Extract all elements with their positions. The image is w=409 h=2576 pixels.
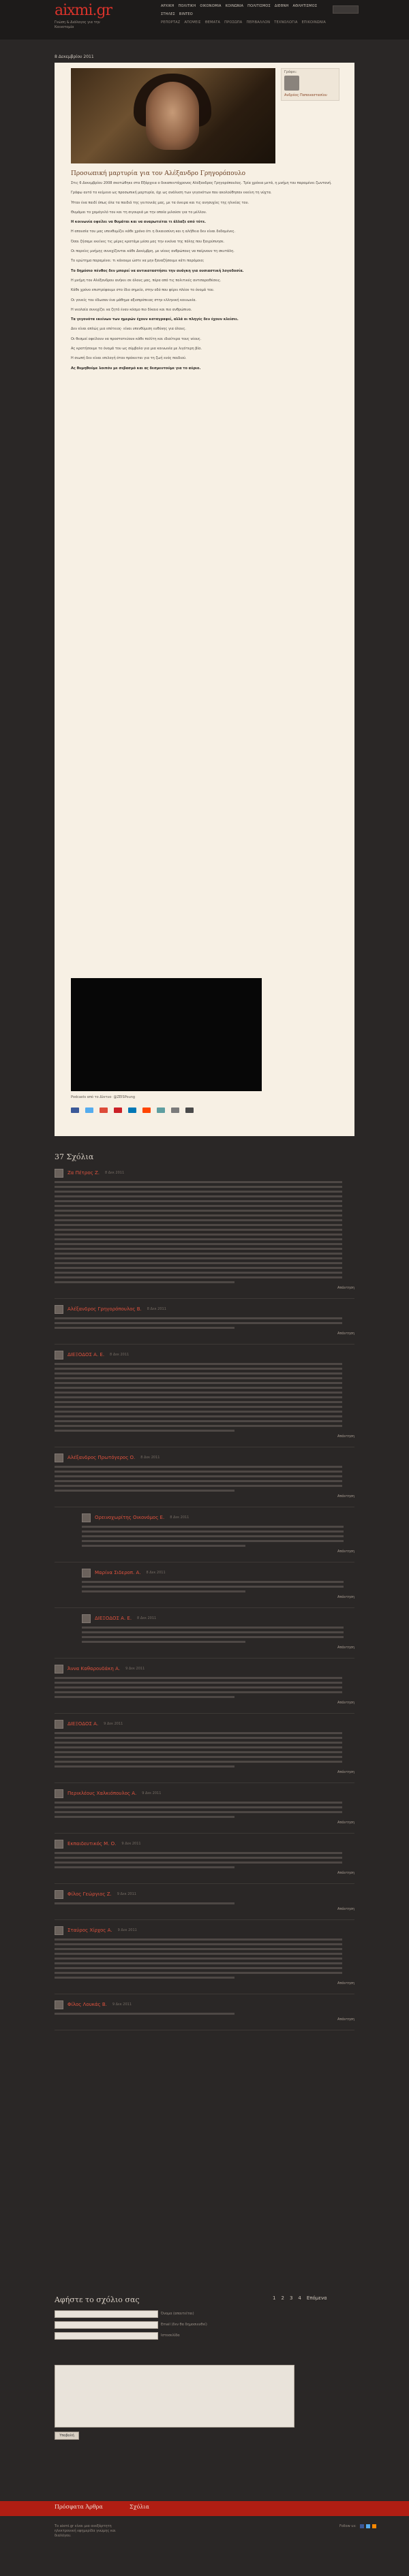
comment-body (55, 1677, 354, 1698)
reply-link[interactable]: Απάντηση (337, 1286, 354, 1290)
comment-avatar (82, 1513, 91, 1522)
comment (55, 1720, 354, 1774)
reply-link[interactable]: Απάντηση (337, 1332, 354, 1336)
hero-face (146, 82, 199, 150)
post-paragraph: Οι θεσμοί οφείλουν να προστατεύουν κάθε πολίτη και ιδιαίτερα τους νέους. (71, 336, 202, 341)
comment-date: 9 Δεκ 2011 (117, 1892, 136, 1896)
primary-nav (161, 4, 327, 16)
nav-item-5[interactable]: ΔΙΕΘΝΗ (274, 4, 289, 8)
nav-item-1[interactable]: ΠΟΛΙΤΙΚΗ (178, 4, 196, 8)
author-avatar[interactable] (284, 76, 299, 91)
post-paragraph: Δεν είναι απλώς μια επέτειος· είναι υπενθύμιση ευθύνης για όλους. (71, 327, 186, 332)
comment (55, 1305, 354, 1336)
comment-divider (55, 1344, 354, 1345)
comment-body (82, 1627, 354, 1643)
secondary-nav (161, 20, 327, 25)
reply-link[interactable]: Απάντηση (337, 1494, 354, 1498)
comment-author[interactable]: Εκπαιδευτικός Μ. Ο. (67, 1841, 117, 1847)
post-paragraph: Ήταν ένα παιδί όπως όλα τα παιδιά της γειτονιάς μας, με τα όνειρα και τις ανησυχίες της ηλικίας του. (71, 200, 249, 205)
comment (82, 1569, 354, 1599)
comments-pagination (273, 2295, 327, 2301)
comment-avatar (82, 1614, 91, 1623)
comment-divider (55, 1298, 354, 1299)
post-paragraph: Οι γονείς του έδωσαν ένα μάθημα αξιοπρέπειας στην ελληνική κοινωνία. (71, 298, 197, 302)
comment-divider (55, 1833, 354, 1834)
comment-divider (55, 1607, 354, 1608)
comment-date: 8 Δεκ 2011 (147, 1307, 166, 1311)
comment-textarea[interactable] (55, 2365, 294, 2428)
comment-author[interactable]: Ορεινοχωρίτης Οικονόμος Ε. (95, 1515, 165, 1520)
comment-date: 9 Δεκ 2011 (117, 1928, 137, 1932)
comment (82, 1614, 354, 1650)
reply-link[interactable]: Απάντηση (337, 2017, 354, 2022)
next-page-link[interactable]: Επόμενα (306, 2295, 327, 2301)
author-box (281, 68, 339, 101)
comment-avatar (55, 1665, 63, 1674)
comment-body (55, 1938, 354, 1979)
reply-link[interactable]: Απάντηση (337, 1550, 354, 1554)
comment-avatar (55, 1890, 63, 1899)
comment-divider (55, 1658, 354, 1659)
rss-icon[interactable] (372, 2524, 376, 2528)
comments-title: 37 Σχόλια (55, 1152, 94, 1161)
subnav-item-1[interactable]: ΑΠΟΨΕΙΣ (184, 20, 201, 25)
post-paragraph: Στις 6 Δεκεμβρίου 2008 σκοτώθηκε στα Εξάρχεια ο δεκαπεντάχρονος Αλέξανδρος Γρηγορόπουλος. Τρία χρόνια μετά, η μνήμη του παραμένει ζωντανή. (71, 181, 332, 185)
comment-body (55, 1802, 354, 1818)
share-icon-2[interactable] (100, 1108, 108, 1113)
comment-avatar (55, 1926, 63, 1935)
comment-date: 8 Δεκ 2011 (170, 1515, 190, 1520)
comment-date: 8 Δεκ 2011 (140, 1456, 160, 1460)
comment (55, 1454, 354, 1498)
email-field[interactable] (55, 2321, 158, 2329)
nav-item-7[interactable]: ΣΤΗΛΕΣ (161, 12, 175, 16)
nav-item-6[interactable]: ΑΘΛΗΤΙΣΜΟΣ (292, 4, 318, 8)
post-title: Προσωπική μαρτυρία για τον Αλέξανδρο Γρηγορόπουλο (71, 170, 246, 177)
comment-date: 8 Δεκ 2011 (146, 1571, 166, 1575)
comment-body (55, 1317, 354, 1329)
post-paragraph: Η νεολαία συνεχίζει να ζητά έναν κόσμο πιο δίκαιο και πιο ανθρώπινο. (71, 307, 192, 312)
comment-divider (55, 1782, 354, 1783)
nav-item-2[interactable]: ΟΙΚΟΝΟΜΙΑ (200, 4, 222, 8)
post-paragraph: Κάθε χρόνο επιστρέφουμε στο ίδιο σημείο, στην οδό που φέρει πλέον το όνομά του. (71, 288, 215, 293)
comment-date: 8 Δεκ 2011 (137, 1616, 157, 1620)
reply-link[interactable]: Απάντηση (337, 1821, 354, 1825)
footer-tab-comments[interactable]: Σχόλια (130, 2504, 149, 2510)
twitter-icon[interactable] (366, 2524, 370, 2528)
name-label: Όνομα (απαιτείται) (161, 2312, 194, 2316)
name-field[interactable] (55, 2310, 158, 2318)
logo-text[interactable]: aixmi.gr (55, 2, 112, 19)
author-label: Γράφει: (284, 70, 297, 74)
footer-about: Το aixmi.gr είναι μια ανεξάρτητη ηλεκτρονική εφημερίδα γνώμης και διαλόγου. (55, 2524, 116, 2538)
reply-link[interactable]: Απάντηση (337, 1907, 354, 1911)
comment-body (55, 1732, 354, 1768)
post-paragraph: Η μνήμη του Αλέξανδρου ανήκει σε όλους μας, πέρα από τις πολιτικές αντιπαραθέσεις. (71, 278, 222, 283)
comment-author[interactable]: ΔΙΕΞΟΔΟΣ Α. (67, 1721, 99, 1727)
video-caption: Podcasts από το Δίκτυο· @ZEISPoung (71, 1095, 136, 1099)
comment-author[interactable]: Φίλος Λουκάς Β. (67, 2002, 107, 2007)
subnav-item-2[interactable]: ΘΕΜΑΤΑ (204, 20, 221, 25)
website-label: Ιστοσελίδα (161, 2334, 180, 2338)
nav-item-4[interactable]: ΠΟΛΙΤΙΣΜΟΣ (247, 4, 271, 8)
page-link-1[interactable]: 1 (273, 2295, 276, 2301)
nav-item-0[interactable]: ΑΡΧΙΚΗ (161, 4, 175, 8)
comment-avatar (55, 2000, 63, 2009)
post-paragraph: Το ερώτημα παραμένει: τι κάνουμε ώστε να μην ξαναζήσουμε κάτι παρόμοιο; (71, 259, 204, 264)
comment (55, 1890, 354, 1911)
comment (55, 1926, 354, 1985)
comment (82, 1513, 354, 1554)
page-link-4[interactable]: 4 (298, 2295, 301, 2301)
post-hero-image (71, 68, 275, 163)
comment-date: 9 Δεκ 2011 (121, 1842, 141, 1846)
comment-form-title: Αφήστε το σχόλιο σας (55, 2295, 140, 2304)
page-link-2[interactable]: 2 (281, 2295, 284, 2301)
post-paragraph: Όσοι ζήσαμε εκείνες τις μέρες κρατάμε μέσα μας την εικόνα της πόλης που ξαγρύπνησε. (71, 239, 225, 244)
post-paragraph: Ας θυμηθούμε λοιπόν με σεβασμό και ας δεσμευτούμε για το αύριο. (71, 366, 201, 371)
facebook-icon[interactable] (360, 2524, 364, 2528)
reply-link[interactable]: Απάντηση (337, 1595, 354, 1599)
comment-avatar (55, 1789, 63, 1798)
share-icon-7[interactable] (171, 1108, 179, 1113)
comment-author[interactable]: Ζα Πέτρος Ζ. (67, 1170, 100, 1176)
comment (55, 2000, 354, 2022)
nav-item-3[interactable]: ΚΟΙΝΩΝΙΑ (225, 4, 244, 8)
comment-body (55, 1466, 354, 1492)
comment-body (82, 1581, 354, 1592)
comment-author[interactable]: Περικλέους Χαλκιόπουλος Α. (67, 1791, 137, 1796)
comment (55, 1840, 354, 1875)
comment-date: 9 Δεκ 2011 (125, 1667, 145, 1671)
subnav-item-3[interactable]: ΠΡΟΣΩΠΑ (224, 20, 243, 25)
site-header (0, 0, 409, 40)
comment-body (55, 2013, 354, 2015)
share-icon-3[interactable] (114, 1108, 122, 1113)
comment-date: 9 Δεκ 2011 (104, 1722, 123, 1726)
comment-body (55, 1852, 354, 1868)
comment-avatar (55, 1169, 63, 1178)
subnav-item-4[interactable]: ΠΕΡΙΒΑΛΛΟΝ (246, 20, 271, 25)
post-paragraph: Γράφω αυτό το κείμενο ως προσωπική μαρτυρία, όχι ως ανάλυση των γεγονότων που ακολούθησαν εκείνη τη νύχτα. (71, 191, 272, 195)
reply-link[interactable]: Απάντηση (337, 1981, 354, 1985)
comment-date: 8 Δεκ 2011 (104, 1171, 125, 1175)
share-icon-0[interactable] (71, 1108, 79, 1113)
comment-date: 9 Δεκ 2011 (142, 1791, 162, 1795)
share-icon-6[interactable] (157, 1108, 165, 1113)
comment-avatar (55, 1720, 63, 1729)
footer-tab-recent[interactable]: Πρόσφατα Άρθρα (55, 2504, 103, 2510)
comment-author[interactable]: ΔΙΕΞΟΔΟΣ Α. Ε. (95, 1616, 132, 1621)
share-icon-1[interactable] (85, 1108, 93, 1113)
post-paragraph: Το δημόσιο πένθος δεν μπορεί να αντικαταστήσει την ανάγκη για ουσιαστική λογοδοσία. (71, 268, 244, 273)
comment-divider (55, 1713, 354, 1714)
post-paragraph: Θυμάμαι το χαμόγελό του και τη σιγουριά με την οποία μιλούσε για το μέλλον. (71, 210, 207, 215)
share-buttons (71, 1108, 194, 1113)
post-paragraph: Οι πορείες μνήμης συνεχίζονται κάθε Δεκέμβρη, με νέους ανθρώπους να παίρνουν τη σκυτάλη. (71, 249, 234, 254)
comment-author[interactable]: Μαρίνα Σιδεροπ. Α. (95, 1570, 141, 1575)
post-paragraph: Τα γεγονότα εκείνων των ημερών έχουν καταγραφεί, αλλά οι πληγές δεν έχουν κλείσει. (71, 317, 239, 322)
comment-body (55, 1363, 354, 1432)
page-link-3[interactable]: 3 (289, 2295, 293, 2301)
post-paragraph: Η σιωπή δεν είναι επιλογή όταν πρόκειται για τη ζωή ενός παιδιού. (71, 356, 187, 361)
comment-date: 8 Δεκ 2011 (110, 1353, 130, 1357)
reply-link[interactable]: Απάντηση (337, 1701, 354, 1705)
comment-body (55, 1181, 354, 1283)
post-paragraph: Η κοινωνία οφείλει να θυμάται και να αναρωτιέται τι άλλαξε από τότε. (71, 220, 206, 225)
main-navigation (161, 4, 327, 29)
comment-divider (55, 1919, 354, 1920)
subnav-item-6[interactable]: ΕΠΙΚΟΙΝΩΝΙΑ (301, 20, 327, 25)
site-logo[interactable] (55, 3, 120, 34)
site-tagline: Γνώση & Διάλογος για την Καινοτομία (55, 20, 100, 29)
comment (55, 1169, 354, 1290)
comment-body (82, 1526, 354, 1547)
nav-item-8[interactable]: ΒΙΝΤΕΟ (179, 12, 193, 16)
comment (55, 1665, 354, 1705)
share-icon-5[interactable] (142, 1108, 151, 1113)
follow-label: Follow us: (339, 2524, 357, 2528)
post-date: 8 Δεκεμβρίου 2011 (55, 54, 94, 59)
reply-link[interactable]: Απάντηση (337, 1646, 354, 1650)
subnav-item-0[interactable]: ΡΕΠΟΡΤΑΖ (161, 20, 181, 25)
reply-link[interactable]: Απάντηση (337, 1871, 354, 1875)
share-icon-8[interactable] (185, 1108, 194, 1113)
comment-avatar (82, 1569, 91, 1577)
comment-author[interactable]: Φίλος Γεώργιος Ζ. (67, 1891, 112, 1897)
comment-divider (55, 1883, 354, 1884)
comment-author[interactable]: Άννα Καθαρουδάκη Α. (67, 1666, 121, 1671)
comment-avatar (55, 1840, 63, 1849)
comment (55, 1789, 354, 1825)
embedded-video[interactable] (71, 978, 262, 1091)
comment-avatar (55, 1305, 63, 1314)
comment-author[interactable]: ΔΙΕΞΟΔΟΣ Α. Ε. (67, 1352, 105, 1357)
comment-author[interactable]: Αλέξανδρος Πρωτόγερος Ο. (67, 1455, 136, 1460)
post-article (55, 63, 354, 1136)
comment-avatar (55, 1454, 63, 1462)
email-label: Email (δεν θα δημοσιευθεί) (161, 2323, 207, 2327)
website-field[interactable] (55, 2332, 158, 2340)
comment-body (55, 1902, 354, 1904)
comment-author[interactable]: Σταύρος Χίρχος Α. (67, 1928, 112, 1933)
post-body (71, 181, 337, 376)
post-paragraph: Ας κρατήσουμε το όνομά του ως σύμβολο για μια κοινωνία με λιγότερη βία. (71, 347, 202, 351)
subnav-item-5[interactable]: ΤΕΧΝΟΛΟΓΙΑ (274, 20, 298, 25)
reply-link[interactable]: Απάντηση (337, 1770, 354, 1774)
reply-link[interactable]: Απάντηση (337, 1434, 354, 1439)
comment-author[interactable]: Αλέξανδρος Γρηγορόπουλος Β. (67, 1306, 142, 1312)
social-icons (339, 2524, 376, 2528)
comment-avatar (55, 1351, 63, 1360)
share-icon-4[interactable] (128, 1108, 136, 1113)
post-paragraph: Η απουσία του μας υπενθυμίζει κάθε χρόνο ότι η δικαιοσύνη και η αλήθεια δεν είναι δεδομένες. (71, 230, 236, 234)
search-input[interactable] (333, 5, 359, 14)
comment-date: 9 Δεκ 2011 (112, 2002, 132, 2007)
comment (55, 1351, 354, 1439)
submit-button[interactable]: Υποβολή (55, 2432, 79, 2440)
author-name[interactable]: Ανδρέας Παπαναστασίου (284, 93, 327, 97)
